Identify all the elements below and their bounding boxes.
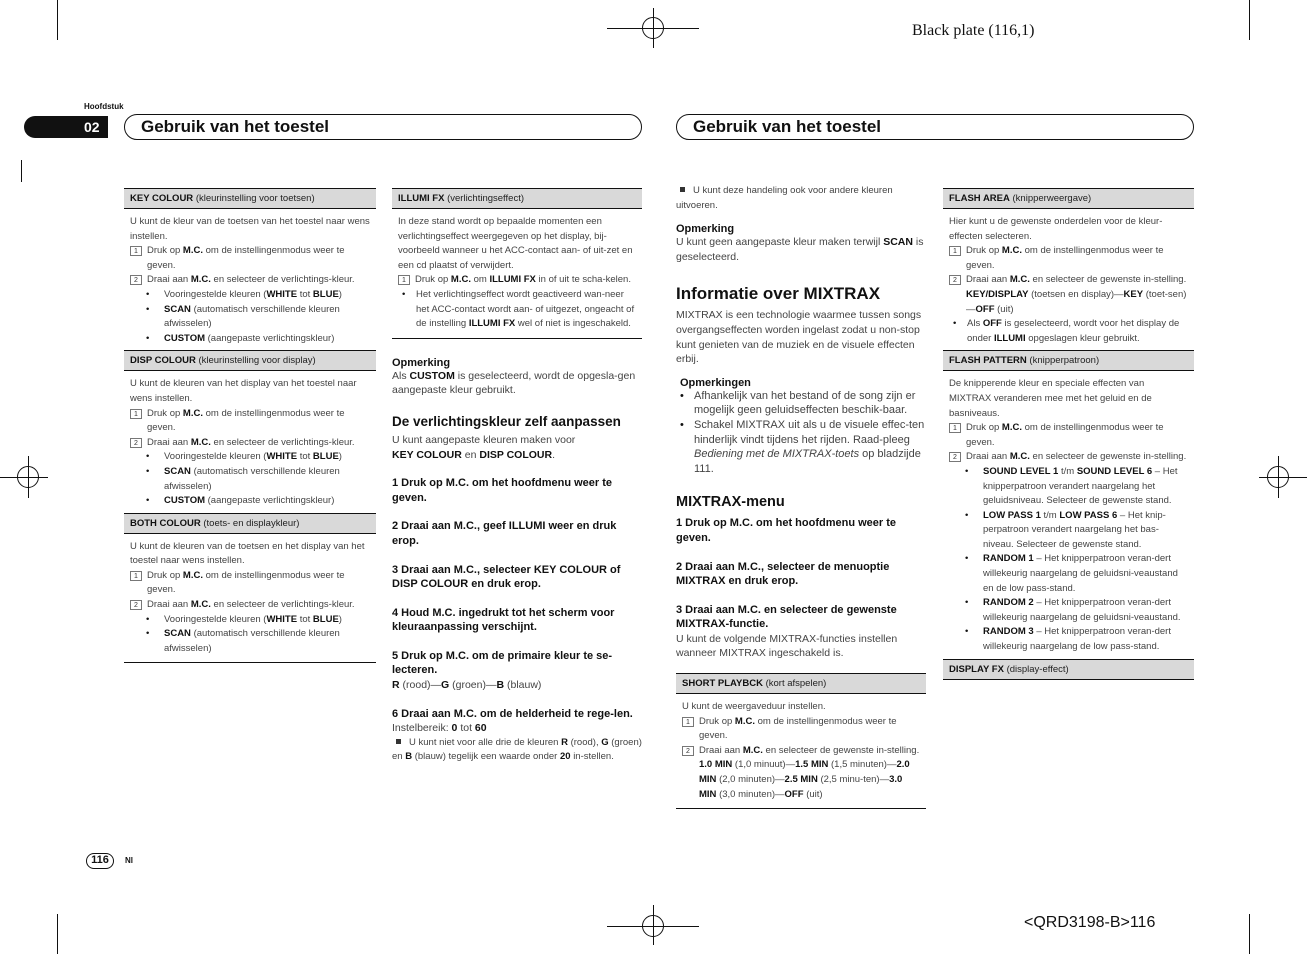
section-body: U kunt de kleuren van het display van het toestel naar wens instellen. 1 Druk op M.C. om de instellingenmodus weer te geven. 2 Draai aan M.C. en selecteer de verlichtings-kleur. • Vooringestelde kleuren (WHITE tot BLUE) • SCAN (automatisch verschillende kleuren afwisselen) • CUSTOM (aangepaste verlichtingskleur): [130, 378, 357, 507]
chapter-number: 02: [24, 116, 108, 138]
menu-step-3-text: U kunt de volgende MIXTRAX-functies instellen wanneer MIXTRAX ingeschakeld is.: [676, 632, 898, 660]
section-body: U kunt de weergaveduur instellen. 1 Druk op M.C. om de instellingenmodus weer te geven. 2 Draai aan M.C. en selecteer de gewenste in-stelling. 1.0 MIN (1,0 minuut)—1.5 MIN (1,5 minuten)—2.0 MIN (2,0 minuten)—2.5 MIN (2,5 minu-ten)—3.0 MIN (3,0 minuten)—OFF (uit): [682, 701, 920, 800]
language-code: Nl: [125, 856, 133, 865]
menu-step-2: 2 Draai aan M.C., selecteer de menuoptie MIXTRAX en druk erop.: [676, 560, 890, 588]
section-body: U kunt de kleur van de toetsen van het toestel naar wens instellen. 1 Druk op M.C. om de instellingenmodus weer te geven. 2 Draai aan M.C. en selecteer de verlichtings-kleur. • Vooringestelde kleuren (WHITE tot BLUE) • SCAN (automatisch verschillende kleuren afwisselen) • CUSTOM (aangepaste verlichtingskleur): [130, 216, 370, 344]
square-bullet-icon: [680, 187, 685, 192]
page-number: 116: [86, 853, 114, 869]
square-bullet-icon: [396, 739, 401, 744]
notes-title: Opmerkingen: [680, 376, 751, 389]
section-header-disp-colour: DISP COLOUR (kleurinstelling voor display): [124, 350, 376, 371]
menu-step-1: 1 Druk op M.C. om het hoofdmenu weer te geven.: [676, 517, 897, 544]
footer-code: <QRD3198-B>116: [1024, 914, 1156, 931]
column-2: [392, 188, 642, 765]
custom-color-heading: De verlichtingskleur zelf aanpassen: [392, 413, 621, 429]
menu-step-3: 3 Draai aan M.C. en selecteer de gewenste MIXTRAX-functie.: [676, 603, 897, 631]
registration-mark-icon: [1267, 466, 1289, 488]
crop-mark: [21, 160, 22, 182]
crop-mark: [1249, 0, 1250, 40]
note-text: Als CUSTOM is geselecteerd, wordt de opgesla-gen aangepaste kleur gebruikt.: [392, 369, 636, 397]
plate-label: Black plate (116,1): [912, 22, 1035, 39]
column-1: [124, 188, 376, 663]
section-body: U kunt de kleuren van de toetsen en het display van het toestel naar wens instellen. 1 Druk op M.C. om de instellingenmodus weer te geven. 2 Draai aan M.C. en selecteer de verlichtings-kleur. • Vooringestelde kleuren (WHITE tot BLUE) • SCAN (automatisch verschillende kleuren afwisselen): [130, 540, 365, 654]
section-body: De knipperende kleur en speciale effecten van MIXTRAX veranderen mee met het geluid en de basniveaus. 1 Druk op M.C. om de instellingenmodus weer te geven. 2 Draai aan M.C. en selecteer de gewenste in-stelling. • SOUND LEVEL 1 t/m SOUND LEVEL 6 – Het knipperpatroon verandert naargelang het geluidsniveau. Selecteer de gewenste stand. • LOW PASS 1 t/m LOW PASS 6 – Het knip-perpatroon verandert naargelang het bas-niveau. Selecteer de gewenste stand. • RANDOM 1 – Het knipperpatroon veran-dert willekeurig naargelang de geluidsni-veaustand en de low pass-stand. • RANDOM 2 – Het knipperpatroon veran-dert willekeurig naargelang de geluidsni-veaustand. • RANDOM 3 – Het knipperpatroon veran-dert willekeurig naargelang de low pass-stand.: [949, 378, 1187, 653]
square-note: U kunt deze handeling ook voor andere kleuren uitvoeren.: [676, 185, 893, 211]
registration-mark-icon: [642, 17, 664, 39]
step-3: 3 Draai aan M.C., selecteer KEY COLOUR of DISP COLOUR en druk erop.: [392, 563, 621, 591]
primary-colors: R (rood)—G (groen)—B (blauw): [392, 679, 542, 692]
step-5: 5 Druk op M.C. om de primaire kleur te se-lecteren.: [392, 649, 613, 677]
section-end-rule: [676, 808, 926, 809]
section-header-both-colour: BOTH COLOUR (toets- en displaykleur): [124, 513, 376, 534]
note-item: • Afhankelijk van het bestand of de song zijn er mogelijk geen geluidseffecten beschik-baar.: [680, 389, 916, 417]
section-end-rule: [392, 338, 642, 339]
step-4: 4 Houd M.C. ingedrukt tot het scherm voor kleuraanpassing verschijnt.: [392, 606, 615, 634]
range-note: U kunt niet voor alle drie de kleuren R (rood), G (groen) en B (blauw) tegelijk een waarde onder 20 in-stellen.: [392, 736, 642, 763]
chapter-title-left: Gebruik van het toestel: [124, 114, 642, 140]
range-text: Instelbereik: 0 tot 60: [392, 722, 487, 735]
crop-mark: [1249, 914, 1250, 954]
crop-mark: [57, 0, 58, 40]
mixtrax-info-heading: Informatie over MIXTRAX: [676, 284, 881, 304]
custom-color-intro: U kunt aangepaste kleuren maken voor KEY COLOUR en DISP COLOUR.: [392, 433, 576, 461]
note-title: Opmerking: [392, 356, 451, 369]
section-body: In deze stand wordt op bepaalde momenten een verlichtingseffect weergegeven op het display, bij-voorbeeld wanneer u het ACC-contact aan- of uit-zet en een cd plaatst of verwijdert. 1 Druk op M.C. om ILLUMI FX in of uit te scha-kelen. • Het verlichtingseffect wordt geactiveerd wan-neer het ACC-contact wordt aan- of uitgezet, ongeacht of de instelling ILLUMI FX wel of niet is ingeschakeld.: [398, 216, 635, 330]
crop-mark: [57, 914, 58, 954]
chapter-label: Hoofdstuk: [84, 102, 124, 111]
section-header-short-playbck: SHORT PLAYBCK (kort afspelen): [676, 673, 926, 694]
step-1: 1 Druk op M.C. om het hoofdmenu weer te geven.: [392, 477, 613, 504]
section-header-display-fx: DISPLAY FX (display-effect): [943, 659, 1194, 680]
registration-mark-icon: [17, 466, 39, 488]
section-header-flash-area: FLASH AREA (knipperweergave): [943, 188, 1194, 209]
section-header-flash-pattern: FLASH PATTERN (knipperpatroon): [943, 350, 1194, 371]
column-3: [676, 184, 926, 809]
column-4: [943, 188, 1194, 680]
step-2: 2 Draai aan M.C., geef ILLUMI weer en druk erop.: [392, 520, 617, 547]
note-text: U kunt geen aangepaste kleur maken terwijl SCAN is geselecteerd.: [676, 236, 924, 263]
section-body: Hier kunt u de gewenste onderdelen voor de kleur-effecten selecteren. 1 Druk op M.C. om de instellingenmodus weer te geven. 2 Draai aan M.C. en selecteer de gewenste in-stelling. KEY/DISPLAY (toetsen en display)—KEY (toet-sen)—OFF (uit) • Als OFF is geselecteerd, wordt voor het display de onder ILLUMI opgeslagen kleur gebruikt.: [949, 216, 1187, 344]
step-6: 6 Draai aan M.C. om de helderheid te rege-len.: [392, 707, 633, 720]
note-item: • Schakel MIXTRAX uit als u de visuele effec-ten hinderlijk vindt tijdens het rijden. Raad-pleeg Bediening met de MIXTRAX-toets op bladzijde 111.: [680, 418, 925, 475]
mixtrax-info-text: MIXTRAX is een technologie waarmee tussen songs overgangseffecten worden ingelast zodat u non-stop kunt genieten van de muziek en de visuele effecten erbij.: [676, 309, 922, 366]
section-header-key-colour: KEY COLOUR (kleurinstelling voor toetsen): [124, 188, 376, 209]
note-title: Opmerking: [676, 223, 735, 236]
registration-mark-icon: [642, 915, 664, 937]
section-end-rule: [124, 662, 376, 663]
chapter-title-right: Gebruik van het toestel: [676, 114, 1194, 140]
mixtrax-menu-heading: MIXTRAX-menu: [676, 494, 785, 511]
section-header-illumi-fx: ILLUMI FX (verlichtingseffect): [392, 188, 642, 209]
